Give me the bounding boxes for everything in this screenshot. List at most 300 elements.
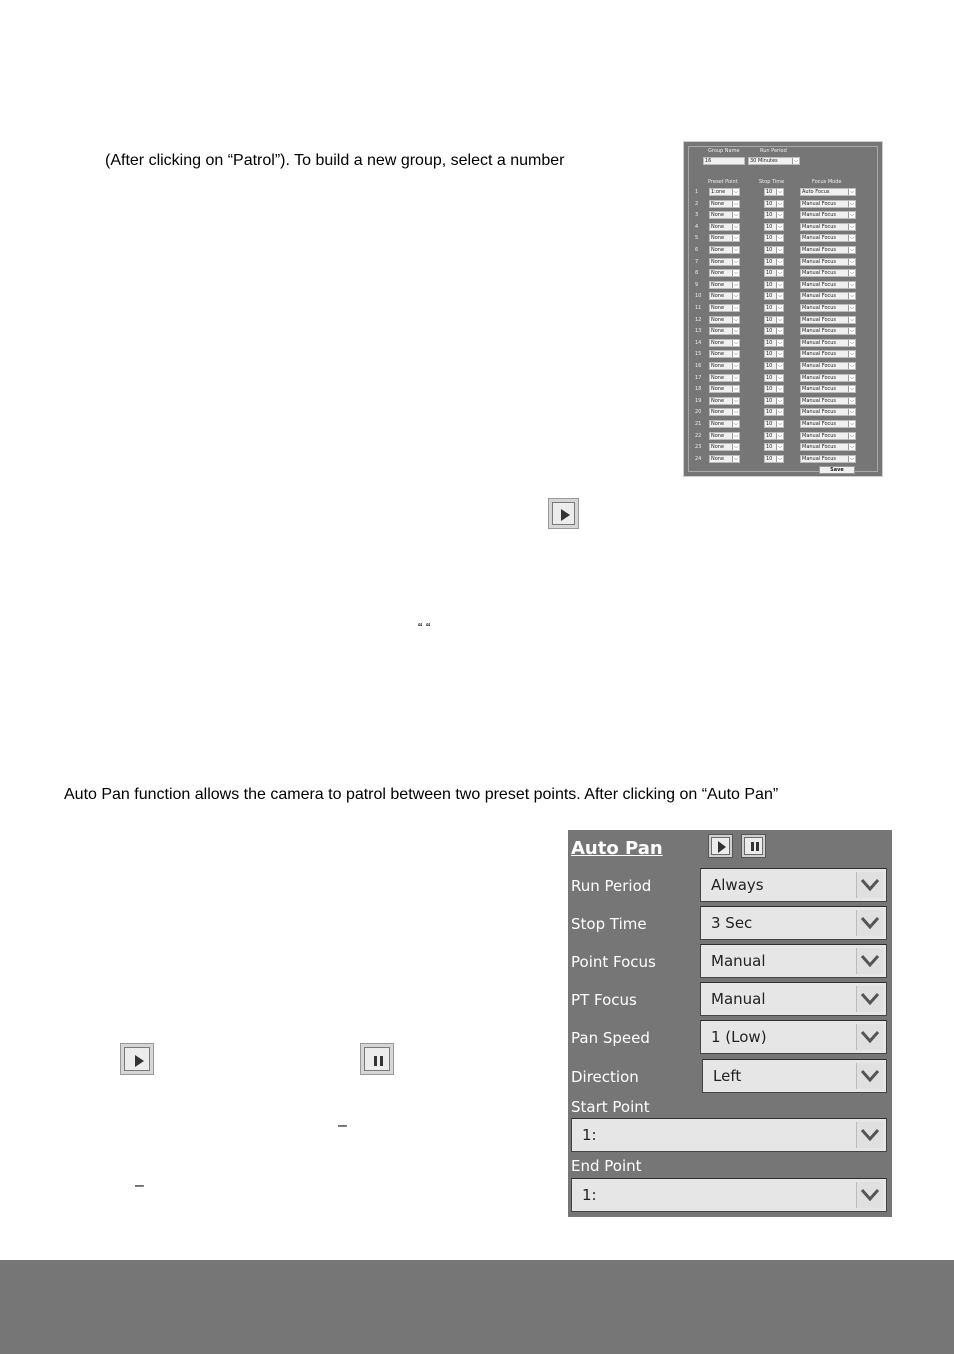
patrol-row-number: 18 xyxy=(695,386,702,393)
stop-time-select-value: 10 xyxy=(766,281,773,288)
preset-point-select[interactable] xyxy=(709,443,740,451)
chevron-down-icon: ⌵ xyxy=(848,259,855,265)
preset-point-select[interactable] xyxy=(709,350,740,358)
chevron-down-icon: ⌵ xyxy=(848,293,855,299)
focus-mode-select[interactable] xyxy=(800,234,856,242)
preset-point-select[interactable] xyxy=(709,385,740,393)
focus-mode-select[interactable] xyxy=(800,188,856,196)
preset-point-select-value: None xyxy=(711,212,725,219)
stop-time-select[interactable] xyxy=(764,211,784,219)
focus-mode-select-value: Manual Focus xyxy=(802,374,837,381)
preset-point-select[interactable] xyxy=(709,327,740,335)
stop-time-select-value: 10 xyxy=(766,397,773,404)
stop-time-select-value: 10 xyxy=(766,374,773,381)
pause-icon-bar xyxy=(380,1056,383,1066)
chevron-down-icon: ⌵ xyxy=(732,293,739,299)
focus-mode-select[interactable] xyxy=(800,397,856,405)
chevron-down-icon: ⌵ xyxy=(792,158,799,164)
start-point-label: Start Point xyxy=(571,1098,650,1116)
focus-mode-select-value: Manual Focus xyxy=(802,386,837,393)
autopan-intro-text: Auto Pan function allows the camera to patrol between two preset points. After clicking on “Auto Pan” xyxy=(64,786,779,803)
group-name-input[interactable]: 16 xyxy=(703,157,745,165)
focus-mode-select-value: Manual Focus xyxy=(802,339,837,346)
chevron-down-icon: ⌵ xyxy=(848,282,855,288)
focus-mode-select-value: Manual Focus xyxy=(802,200,837,207)
focus-mode-select[interactable] xyxy=(800,432,856,440)
chevron-down-icon: ⌵ xyxy=(732,421,739,427)
chevron-down-icon: ⌵ xyxy=(848,235,855,241)
save-button[interactable]: Save xyxy=(819,466,855,474)
chevron-down-icon: ⌵ xyxy=(732,409,739,415)
chevron-down-icon: ⌵ xyxy=(776,375,783,381)
chevron-down-icon: ⌵ xyxy=(776,386,783,392)
chevron-down-icon: ⌵ xyxy=(848,386,855,392)
focus-mode-select[interactable] xyxy=(800,339,856,347)
focus-mode-select-value: Manual Focus xyxy=(802,432,837,439)
chevron-down-icon: ⌵ xyxy=(732,305,739,311)
chevron-down-icon: ⌵ xyxy=(732,351,739,357)
focus-mode-select-value: Manual Focus xyxy=(802,258,837,265)
chevron-down-icon: ⌵ xyxy=(732,386,739,392)
stop-time-select-value: 10 xyxy=(766,189,773,195)
run-period-label: Run Period xyxy=(760,148,787,154)
chevron-down-icon: ⌵ xyxy=(776,305,783,311)
preset-point-select-value: None xyxy=(711,316,725,323)
chevron-down-icon: ⌵ xyxy=(776,444,783,450)
focus-mode-select[interactable] xyxy=(800,211,856,219)
chevron-down-icon: ⌵ xyxy=(848,398,855,404)
pause-icon xyxy=(751,842,754,851)
chevron-down-icon: ⌵ xyxy=(732,328,739,334)
chevron-down-icon: ⌵ xyxy=(776,351,783,357)
chevron-down-icon: ⌵ xyxy=(848,433,855,439)
chevron-down-icon: ⌵ xyxy=(732,201,739,207)
focus-mode-select-value: Manual Focus xyxy=(802,421,837,427)
chevron-down-icon: ⌵ xyxy=(848,375,855,381)
chevron-down-icon: ⌵ xyxy=(776,212,783,218)
chevron-down-icon: ⌵ xyxy=(776,421,783,427)
focus-mode-select-value: Manual Focus xyxy=(802,455,837,462)
chevron-down-icon: ⌵ xyxy=(732,259,739,265)
preset-point-select[interactable] xyxy=(709,420,740,428)
stop-time-select[interactable] xyxy=(764,374,784,382)
preset-point-select[interactable] xyxy=(709,408,740,416)
pt-focus-select[interactable] xyxy=(700,982,887,1016)
stop-time-select-value: 10 xyxy=(766,339,773,346)
focus-mode-select-value: Manual Focus xyxy=(802,247,837,253)
chevron-down-icon: ⌵ xyxy=(732,235,739,241)
chevron-down-icon xyxy=(856,872,883,898)
chevron-down-icon: ⌵ xyxy=(732,340,739,346)
preset-point-select[interactable] xyxy=(709,292,740,300)
patrol-row-number: 11 xyxy=(695,305,702,311)
chevron-down-icon: ⌵ xyxy=(732,189,739,195)
preset-point-select-value: None xyxy=(711,455,725,462)
chevron-down-icon: ⌵ xyxy=(848,444,855,450)
stop-time-select[interactable] xyxy=(764,432,784,440)
preset-point-select-value: None xyxy=(711,397,725,404)
stop-time-select-value: 10 xyxy=(766,455,773,462)
focus-mode-select[interactable] xyxy=(800,362,856,370)
auto-pan-title[interactable]: Auto Pan xyxy=(571,838,663,859)
chevron-down-icon: ⌵ xyxy=(732,282,739,288)
end-point-select[interactable] xyxy=(571,1178,887,1212)
stop-time-select[interactable] xyxy=(764,350,784,358)
chevron-down-icon: ⌵ xyxy=(776,247,783,253)
focus-mode-select[interactable] xyxy=(800,350,856,358)
stop-time-select-value: 10 xyxy=(766,316,773,323)
focus-mode-select[interactable] xyxy=(800,281,856,289)
patrol-row-number: 12 xyxy=(695,316,702,323)
chevron-down-icon xyxy=(856,1063,883,1089)
end-point-value: 1: xyxy=(582,1186,597,1204)
chevron-down-icon: ⌵ xyxy=(732,433,739,439)
preset-point-select-value: 1:one xyxy=(711,189,726,195)
preset-point-select[interactable] xyxy=(709,316,740,324)
stop-time-select-value: 10 xyxy=(766,247,773,253)
chevron-down-icon: ⌵ xyxy=(776,224,783,230)
pan-speed-label: Pan Speed xyxy=(571,1029,650,1047)
preset-point-select-value: None xyxy=(711,339,725,346)
patrol-row-number: 24 xyxy=(695,455,702,462)
run-period-value: 30 Minutes xyxy=(750,158,778,164)
play-button[interactable] xyxy=(548,498,579,529)
run-period-select[interactable] xyxy=(700,868,887,902)
focus-mode-select-value: Manual Focus xyxy=(802,281,837,288)
stop-time-select[interactable] xyxy=(764,327,784,335)
stop-time-select[interactable] xyxy=(764,455,784,463)
chevron-down-icon: ⌵ xyxy=(848,317,855,323)
stop-time-select-value: 10 xyxy=(766,328,773,335)
play-icon xyxy=(135,1055,144,1067)
start-point-select[interactable] xyxy=(571,1118,887,1152)
chevron-down-icon: ⌵ xyxy=(848,363,855,369)
focus-mode-select-value: Manual Focus xyxy=(802,270,837,277)
point-focus-select[interactable] xyxy=(700,944,887,978)
chevron-down-icon: ⌵ xyxy=(848,270,855,276)
focus-mode-select-value: Manual Focus xyxy=(802,316,837,323)
patrol-row-number: 1 xyxy=(695,189,699,195)
focus-mode-select-value: Manual Focus xyxy=(802,212,837,219)
run-period-label: Run Period xyxy=(571,877,652,895)
patrol-row-number: 22 xyxy=(695,432,702,439)
focus-mode-select[interactable] xyxy=(800,223,856,231)
preset-point-select-value: None xyxy=(711,374,725,381)
patrol-row-number: 6 xyxy=(695,247,699,253)
play-icon xyxy=(561,509,570,521)
preset-point-select[interactable] xyxy=(709,432,740,440)
stop-time-select[interactable] xyxy=(764,234,784,242)
chevron-down-icon: ⌵ xyxy=(732,363,739,369)
auto-pan-pause-button[interactable] xyxy=(741,834,766,858)
direction-select[interactable] xyxy=(702,1059,887,1093)
focus-mode-select-value: Manual Focus xyxy=(802,409,837,416)
pan-speed-value: 1 (Low) xyxy=(711,1028,767,1046)
preset-point-select[interactable] xyxy=(709,281,740,289)
chevron-down-icon: ⌵ xyxy=(732,444,739,450)
focus-mode-select[interactable] xyxy=(800,385,856,393)
patrol-row-number: 20 xyxy=(695,409,702,416)
patrol-row-number: 5 xyxy=(695,235,699,242)
preset-point-select[interactable] xyxy=(709,339,740,347)
preset-point-select-value: None xyxy=(711,386,725,393)
stop-time-select[interactable] xyxy=(764,385,784,393)
direction-label: Direction xyxy=(571,1068,639,1086)
col-focus-mode: Focus Mode xyxy=(812,179,842,185)
preset-point-select[interactable] xyxy=(709,234,740,242)
chevron-down-icon xyxy=(856,1024,883,1050)
stop-time-select[interactable] xyxy=(764,246,784,254)
stop-time-select[interactable] xyxy=(764,292,784,300)
chevron-down-icon xyxy=(856,986,883,1012)
focus-mode-select[interactable] xyxy=(800,258,856,266)
point-focus-label: Point Focus xyxy=(571,953,656,971)
preset-point-select-value: None xyxy=(711,421,725,427)
chevron-down-icon: ⌵ xyxy=(848,456,855,462)
chevron-down-icon xyxy=(856,910,883,936)
pause-button-inline[interactable] xyxy=(360,1043,394,1075)
stop-time-select-value: 10 xyxy=(766,421,773,427)
preset-point-select-value: None xyxy=(711,305,725,311)
stop-time-label: Stop Time xyxy=(571,915,647,933)
chevron-down-icon: ⌵ xyxy=(732,456,739,462)
chevron-down-icon: ⌵ xyxy=(848,351,855,357)
stop-time-select[interactable] xyxy=(764,443,784,451)
pause-icon xyxy=(374,1056,377,1066)
chevron-down-icon xyxy=(856,948,883,974)
preset-point-select[interactable] xyxy=(709,397,740,405)
focus-mode-select-value: Manual Focus xyxy=(802,351,837,358)
play-icon xyxy=(718,841,726,853)
stop-time-select[interactable] xyxy=(764,339,784,347)
chevron-down-icon: ⌵ xyxy=(776,398,783,404)
chevron-down-icon: ⌵ xyxy=(776,409,783,415)
preset-point-select[interactable] xyxy=(709,188,740,196)
patrol-row-number: 23 xyxy=(695,444,702,451)
pause-icon-bar xyxy=(756,842,759,851)
chevron-down-icon: ⌵ xyxy=(848,189,855,195)
focus-mode-select-value: Auto Focus xyxy=(802,189,830,195)
preset-point-select-value: None xyxy=(711,444,725,451)
col-preset-point: Preset Point xyxy=(708,179,738,185)
patrol-row-number: 9 xyxy=(695,281,699,288)
patrol-row-number: 3 xyxy=(695,212,699,219)
preset-point-select[interactable] xyxy=(709,304,740,312)
focus-mode-select[interactable] xyxy=(800,374,856,382)
chevron-down-icon: ⌵ xyxy=(848,328,855,334)
auto-pan-panel xyxy=(568,830,892,1217)
stop-time-select-value: 10 xyxy=(766,212,773,219)
point-focus-value: Manual xyxy=(711,952,766,970)
focus-mode-select[interactable] xyxy=(800,443,856,451)
focus-mode-select[interactable] xyxy=(800,408,856,416)
chevron-down-icon: ⌵ xyxy=(776,317,783,323)
chevron-down-icon: ⌵ xyxy=(776,433,783,439)
preset-point-select-value: None xyxy=(711,247,725,253)
end-point-label: End Point xyxy=(571,1157,642,1175)
focus-mode-select-value: Manual Focus xyxy=(802,397,837,404)
focus-mode-select[interactable] xyxy=(800,327,856,335)
preset-point-select[interactable] xyxy=(709,258,740,266)
focus-mode-select[interactable] xyxy=(800,246,856,254)
preset-point-select-value: None xyxy=(711,409,725,416)
patrol-row-number: 15 xyxy=(695,351,702,358)
stop-time-select-value: 10 xyxy=(766,409,773,416)
direction-value: Left xyxy=(713,1067,742,1085)
stop-time-select-value: 10 xyxy=(766,444,773,451)
dash-1: – xyxy=(338,1117,347,1134)
stop-time-select[interactable] xyxy=(764,223,784,231)
chevron-down-icon: ⌵ xyxy=(732,212,739,218)
stop-time-select-value: 10 xyxy=(766,235,773,242)
play-button-inline[interactable] xyxy=(120,1043,154,1075)
stop-time-value: 3 Sec xyxy=(711,914,753,932)
stop-time-select[interactable] xyxy=(764,420,784,428)
preset-point-select-value: None xyxy=(711,223,725,230)
stop-time-select[interactable] xyxy=(764,397,784,405)
patrol-row-number: 13 xyxy=(695,328,702,335)
patrol-row-number: 17 xyxy=(695,374,702,381)
preset-point-select-value: None xyxy=(711,328,725,335)
focus-mode-select[interactable] xyxy=(800,304,856,312)
preset-point-select[interactable] xyxy=(709,362,740,370)
chevron-down-icon: ⌵ xyxy=(848,247,855,253)
pt-focus-label: PT Focus xyxy=(571,991,637,1009)
focus-mode-select-value: Manual Focus xyxy=(802,293,837,300)
patrol-intro-text: (After clicking on “Patrol”). To build a new group, select a number xyxy=(105,152,565,169)
quotes-fragment: “ “ xyxy=(418,620,431,635)
focus-mode-select-value: Manual Focus xyxy=(802,444,837,451)
focus-mode-select[interactable] xyxy=(800,420,856,428)
focus-mode-select-value: Manual Focus xyxy=(802,235,837,242)
chevron-down-icon: ⌵ xyxy=(732,224,739,230)
focus-mode-select-value: Manual Focus xyxy=(802,363,837,369)
preset-point-select[interactable] xyxy=(709,246,740,254)
patrol-panel xyxy=(683,141,883,477)
chevron-down-icon: ⌵ xyxy=(732,317,739,323)
chevron-down-icon: ⌵ xyxy=(776,259,783,265)
chevron-down-icon: ⌵ xyxy=(732,270,739,276)
run-period-value: Always xyxy=(711,876,764,894)
focus-mode-select[interactable] xyxy=(800,455,856,463)
preset-point-select[interactable] xyxy=(709,455,740,463)
group-name-label: Group Name xyxy=(708,148,740,154)
preset-point-select-value: None xyxy=(711,200,725,207)
focus-mode-select-value: Manual Focus xyxy=(802,223,837,230)
chevron-down-icon: ⌵ xyxy=(848,305,855,311)
patrol-row-number: 4 xyxy=(695,223,699,230)
chevron-down-icon: ⌵ xyxy=(776,456,783,462)
patrol-row-number: 10 xyxy=(695,293,702,300)
chevron-down-icon: ⌵ xyxy=(776,189,783,195)
focus-mode-select-value: Manual Focus xyxy=(802,305,837,311)
chevron-down-icon: ⌵ xyxy=(776,293,783,299)
stop-time-select[interactable] xyxy=(764,362,784,370)
chevron-down-icon: ⌵ xyxy=(848,409,855,415)
stop-time-select-value: 10 xyxy=(766,270,773,277)
pan-speed-select[interactable] xyxy=(700,1020,887,1054)
focus-mode-select[interactable] xyxy=(800,292,856,300)
stop-time-select-value: 10 xyxy=(766,200,773,207)
preset-point-select[interactable] xyxy=(709,200,740,208)
chevron-down-icon: ⌵ xyxy=(732,247,739,253)
preset-point-select-value: None xyxy=(711,258,725,265)
chevron-down-icon xyxy=(856,1182,883,1208)
chevron-down-icon: ⌵ xyxy=(776,282,783,288)
chevron-down-icon: ⌵ xyxy=(776,235,783,241)
preset-point-select[interactable] xyxy=(709,223,740,231)
preset-point-select-value: None xyxy=(711,363,725,369)
preset-point-select-value: None xyxy=(711,432,725,439)
stop-time-select[interactable] xyxy=(764,408,784,416)
chevron-down-icon: ⌵ xyxy=(776,201,783,207)
chevron-down-icon: ⌵ xyxy=(776,340,783,346)
chevron-down-icon: ⌵ xyxy=(732,375,739,381)
preset-point-select[interactable] xyxy=(709,211,740,219)
patrol-row-number: 16 xyxy=(695,363,702,369)
focus-mode-select[interactable] xyxy=(800,200,856,208)
focus-mode-select-value: Manual Focus xyxy=(802,328,837,335)
stop-time-select[interactable] xyxy=(764,281,784,289)
stop-time-select[interactable] xyxy=(700,906,887,940)
stop-time-select-value: 10 xyxy=(766,293,773,300)
stop-time-select[interactable] xyxy=(764,188,784,196)
chevron-down-icon: ⌵ xyxy=(732,398,739,404)
stop-time-select-value: 10 xyxy=(766,223,773,230)
patrol-row-number: 7 xyxy=(695,258,699,265)
patrol-row-number: 21 xyxy=(695,421,702,427)
chevron-down-icon xyxy=(856,1122,883,1148)
focus-mode-select[interactable] xyxy=(800,316,856,324)
preset-point-select-value: None xyxy=(711,351,725,358)
patrol-row-number: 2 xyxy=(695,200,699,207)
preset-point-select[interactable] xyxy=(709,269,740,277)
col-stop-time: Stop Time xyxy=(759,179,785,185)
chevron-down-icon: ⌵ xyxy=(848,224,855,230)
chevron-down-icon: ⌵ xyxy=(848,421,855,427)
stop-time-select[interactable] xyxy=(764,258,784,266)
chevron-down-icon: ⌵ xyxy=(776,270,783,276)
dash-2: – xyxy=(135,1177,144,1194)
stop-time-select-value: 10 xyxy=(766,305,773,311)
stop-time-select-value: 10 xyxy=(766,363,773,369)
run-period-select[interactable] xyxy=(748,157,800,165)
preset-point-select-value: None xyxy=(711,270,725,277)
pt-focus-value: Manual xyxy=(711,990,766,1008)
focus-mode-select[interactable] xyxy=(800,269,856,277)
chevron-down-icon: ⌵ xyxy=(848,340,855,346)
patrol-row-number: 14 xyxy=(695,339,702,346)
auto-pan-play-button[interactable] xyxy=(708,834,733,858)
patrol-row-number: 19 xyxy=(695,397,702,404)
stop-time-select[interactable] xyxy=(764,200,784,208)
chevron-down-icon: ⌵ xyxy=(776,363,783,369)
page-footer-band xyxy=(0,1260,954,1354)
stop-time-select[interactable] xyxy=(764,304,784,312)
stop-time-select-value: 10 xyxy=(766,386,773,393)
stop-time-select[interactable] xyxy=(764,269,784,277)
stop-time-select-value: 10 xyxy=(766,351,773,358)
chevron-down-icon: ⌵ xyxy=(848,212,855,218)
start-point-value: 1: xyxy=(582,1126,597,1144)
stop-time-select-value: 10 xyxy=(766,432,773,439)
chevron-down-icon: ⌵ xyxy=(848,201,855,207)
preset-point-select-value: None xyxy=(711,235,725,242)
patrol-row-number: 8 xyxy=(695,270,699,277)
stop-time-select[interactable] xyxy=(764,316,784,324)
preset-point-select[interactable] xyxy=(709,374,740,382)
chevron-down-icon: ⌵ xyxy=(776,328,783,334)
